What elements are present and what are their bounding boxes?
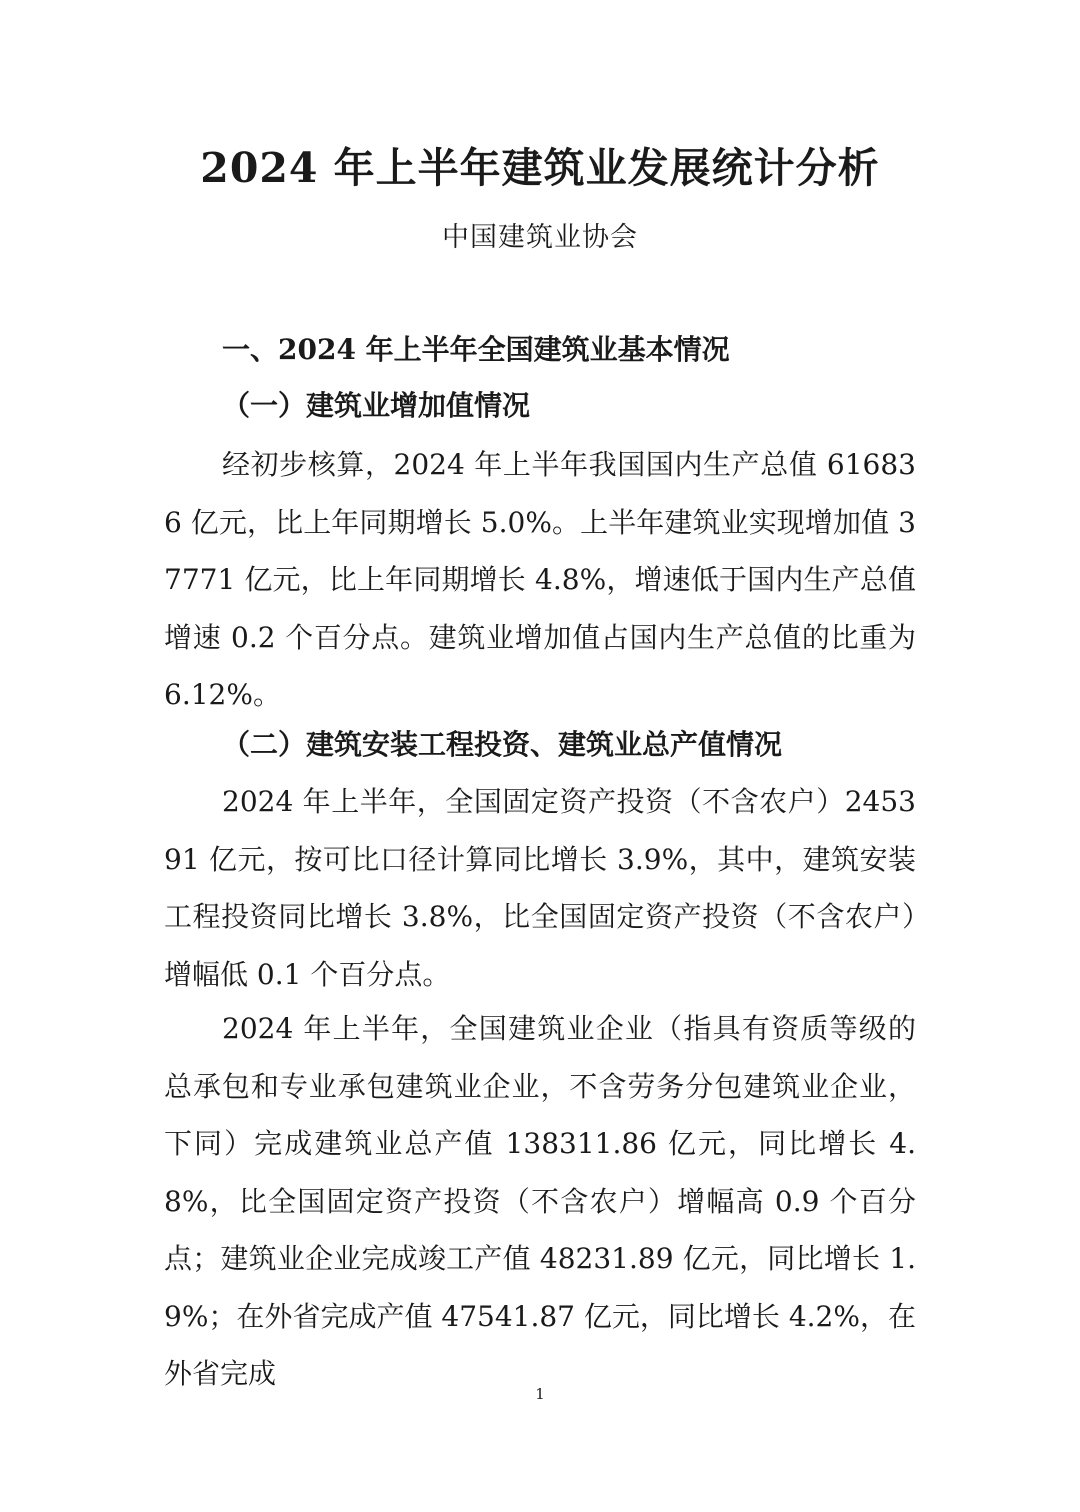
paragraph-value-added: 经初步核算，2024 年上半年我国国内生产总值 616836 亿元，比上年同期增长 5.0%。上半年建筑业实现增加值 37771 亿元，比上年同期增长 4.8%，增速低于国内生产总值增速 0.2 个百分点。建筑业增加值占国内生产总值的比重为 6.12%。 bbox=[164, 448, 916, 711]
document-title: 2024 年上半年建筑业发展统计分析 bbox=[200, 144, 880, 192]
subsection-heading-2: （二）建筑安装工程投资、建筑业总产值情况 bbox=[222, 728, 783, 761]
section-heading-1: 一、2024 年上半年全国建筑业基本情况 bbox=[222, 333, 730, 366]
paragraph-investment: 2024 年上半年，全国固定资产投资（不含农户）245391 亿元，按可比口径计算同比增长 3.9%，其中，建筑安装工程投资同比增长 3.8%，比全国固定资产投资（不含农户）增幅低 0.1 个百分点。 bbox=[164, 785, 916, 991]
page-number: 1 bbox=[535, 1385, 545, 1403]
subsection-heading-1: （一）建筑业增加值情况 bbox=[222, 389, 531, 422]
document-author: 中国建筑业协会 bbox=[442, 222, 638, 253]
paragraph-output-value: 2024 年上半年，全国建筑业企业（指具有资质等级的总承包和专业承包建筑业企业，不含劳务分包建筑业企业，下同）完成建筑业总产值 138311.86 亿元，同比增长 4.8%，比全国固定资产投资（不含农户）增幅高 0.9 个百分点；建筑业企业完成竣工产值 48231.89 亿元，同比增长 1.9%；在外省完成产值 47541.87 亿元，同比增长 4.2%，在外省完成 bbox=[164, 1012, 916, 1390]
